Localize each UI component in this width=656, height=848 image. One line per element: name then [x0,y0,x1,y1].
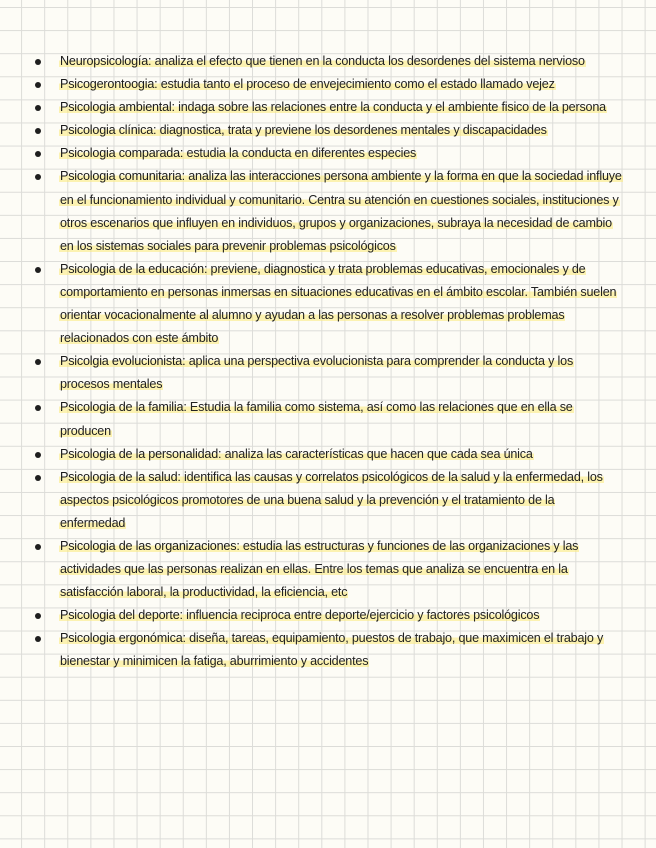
list-item [0,73,656,96]
bullet-icon [35,128,41,134]
bullet-icon [35,59,41,65]
note-description: : estudia tanto el proceso de envejecimiento como el estado llamado vejez [154,77,555,92]
note-term: Psicologia comunitaria [60,169,182,184]
note-term: Psicologia de la educación [60,261,204,276]
list-item [0,443,656,466]
note-text [59,169,623,252]
note-term: Psicologia clínica [60,123,153,138]
bullet-icon [35,174,41,180]
note-description: : identifica las causas y correlatos psicológicos de la salud y la enfermedad, los aspectos psicológicos promotores de una buena salud y la prevención y el tratamiento de la enfermedad [60,469,603,530]
bullet-icon [35,267,41,273]
bullet-icon [35,613,41,619]
note-text [59,262,617,345]
list-item [0,535,656,604]
bullet-icon [35,405,41,411]
bullet-icon [35,452,41,458]
bullet-icon [35,105,41,111]
list-item [0,604,656,627]
list-item [0,396,656,442]
bullet-icon [35,544,41,550]
note-term: Psicogerontoogia [60,77,155,92]
list-item [0,350,656,396]
note-term: Psicologia de las organizaciones [60,538,237,553]
note-term: Neuropsicología [60,54,149,68]
note-description: : influencia reciproca entre deporte/ejercicio y factores psicológicos [179,608,540,623]
note-term: Psicologia ambiental [60,100,172,115]
note-text [59,400,574,437]
bullet-icon [35,475,41,481]
bullet-icon [35,82,41,88]
note-text [59,447,534,461]
note-description: : estudia las estructuras y funciones de las organizaciones y las actividades que las personas realizan en ellas. Entre los temas que analiza se encuentra en la satisfacción laboral, la productividad, la eficiencia, etc [60,538,579,600]
bullet-icon [35,151,41,157]
note-description: : aplica una perspectiva evolucionista para comprender la conducta y los procesos mentales [60,354,574,392]
note-text [59,631,604,668]
list-item [0,466,656,535]
note-term: Psicolgia evolucionista [60,354,183,369]
note-description: : diseña, tareas, equipamiento, puestos de trabajo, que maximicen el trabajo y bienestar y minimicen la fatiga, aburrimiento y accidentes [60,631,604,669]
list-item [0,96,656,119]
notes-list [0,50,656,674]
note-text [59,470,604,530]
note-term: Psicologia de la salud [60,469,178,484]
note-text [59,100,607,114]
notes-page [0,50,656,674]
note-description: : analiza las características que hacen que cada sea única [218,446,533,461]
note-description: : diagnostica, trata y previene los desordenes mentales y discapacidades [153,123,547,138]
list-item [0,258,656,350]
list-item [0,142,656,165]
note-term: Psicologia de la personalidad [60,446,219,461]
note-description: : Estudia la familia como sistema, así como las relaciones que en ella se producen [60,400,573,438]
bullet-icon [35,636,41,642]
note-text [59,54,586,68]
note-text [59,123,548,137]
note-text [59,146,417,160]
note-term: Psicologia ergonómica [60,631,183,646]
note-description: : analiza las interacciones persona ambiente y la forma en que la sociedad influye en el funcionamiento individual y comunitario. Centra su atención en cuestiones sociales, instituciones y otros escenarios que influyen en individuos, grupos y organizaciones, subraya la necesidad de cambio en los sistemas sociales para prevenir problemas psicológicos [60,169,622,253]
note-text [59,608,540,622]
note-term: Psicologia del deporte [60,608,180,623]
note-description: : previene, diagnostica y trata problemas educativas, emocionales y de comportamiento en personas inmersas en situaciones educativas en el ámbito escolar. También suelen orientar vocacionalmente al alumno y ayudan a las personas a resolver problemas problemas relacionados con este ámbito [60,261,617,346]
note-term: Psicologia de la familia [60,400,184,415]
list-item [0,165,656,257]
note-description: : analiza el efecto que tienen en la conducta los desordenes del sistema nervioso [148,54,585,68]
note-description: : indaga sobre las relaciones entre la conducta y el ambiente fisico de la persona [171,100,606,115]
note-description: : estudia la conducta en diferentes especies [179,146,417,161]
list-item [0,119,656,142]
note-text [59,354,574,391]
bullet-icon [35,359,41,365]
note-text [59,77,556,91]
note-text [59,539,579,599]
note-term: Psicologia comparada [60,146,180,161]
list-item [0,50,656,73]
list-item [0,627,656,673]
